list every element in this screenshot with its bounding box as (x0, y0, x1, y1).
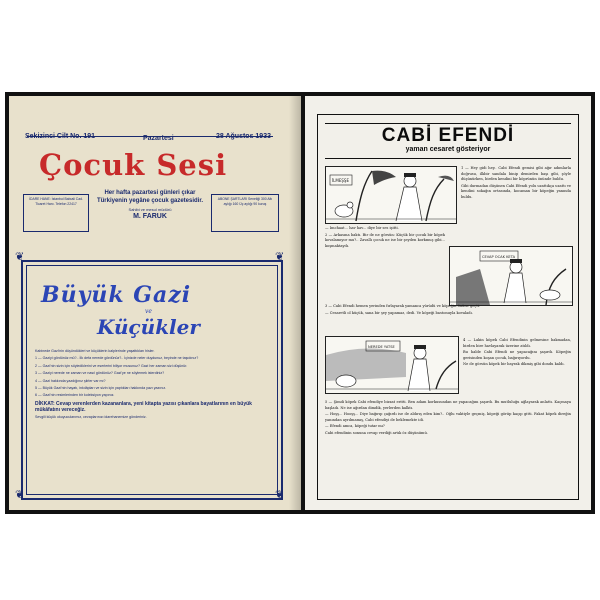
list-item: 4 — Gazi hakkında yazdığınız şiirler var mı? (35, 378, 106, 383)
comic-panel-3-drawing (326, 337, 458, 393)
list-item: 6 — Gazi'nin resimlerinden bir koleksiyon yapınız. (35, 393, 115, 398)
scroll-ornament-icon: ❦ (15, 488, 25, 501)
weekday: Pazartesi (143, 135, 174, 142)
story-paragraph: 1 — Hey gidi hey.. Cabi Efendi gemisi gibi ağır adımlarla doğrusu, ilkbir sandala binip demirden başı gibi, şöyle düşünürken, birden kendini bir köprünün önünde buldu. (461, 166, 571, 182)
story-paragraph: Cabi efendinin sonuna cevap verdiği artık öz düşünümü. (325, 430, 428, 435)
story-paragraph: 2 — Arkasına baktı. Bir de ne görsün: Küçük bir çocuk bir köpek kovalamıyor mu?.. Zavallı çocuk ne ise bir şeyden korkmuş gibi... koşmaktaydı. (325, 232, 445, 248)
story-paragraph: 3 — Cabi Efendi hemen yerinden fırlayarak yamanca yürüdü ve köpeğin önüne geçti. (325, 304, 481, 308)
story-paragraph: — Efendi amca, köpeği tutar mı? (325, 424, 385, 429)
list-item: 2 — Gazi'nin sizin için söylediklerini ve eserlerini biliyor musunuz? Gazi her zaman sizi düşünür. (35, 363, 188, 368)
page-fold-shadow (289, 96, 301, 510)
story-paragraph: Ne de görsün köpek bir bayrak dikmiş gibi dondu kaldı. (463, 362, 565, 367)
story-bottom (325, 400, 571, 438)
subscription-box: ABONE ŞARTLARI Seneliği 300 Altı aylığı 160 Üç aylığı 90 kuruş (211, 194, 279, 232)
comic-title: CABİ EFENDİ (381, 125, 515, 146)
story-column-2 (325, 226, 445, 250)
comic-panel-2-drawing (450, 247, 572, 305)
list-item: 3 — Gaziyi nerede ne zaman ve nasıl gördünüz? Gazi'ye ne söylemek isterdiniz? (35, 371, 165, 376)
owner-name: M. FARUK (133, 213, 167, 220)
panel-sign-text: İLMEŞŞE (332, 178, 349, 183)
volume-number: Sekizinci Cilt No. 191 (25, 133, 96, 140)
address-box: İDARE HANE: İstanbul Babıali Cad. Ticaret Hanı. Telefon 22417 (23, 194, 89, 232)
story-paragraph: 5 — Şimdi köpek Cabi efendiye bizzat eritti. Ben adam korkusundan ne yapacağını şaşırdı. Bu mutluluğu ağlayarak anlattı. Kaçmaya başladı. Ne ise ağırdan dimdik, yerlerden kalktı. (325, 400, 571, 410)
cover-page (9, 96, 301, 510)
scroll-ornament-icon: ❦ (15, 250, 25, 263)
story-paragraph: Bu halde Cabi Efendi ne yapacağını şaşırdı. Köpeğin gerisinden koşan çocuk, bağırıyordu. (463, 350, 571, 360)
tagline-text: Her hafta pazartesi günleri çıkar Türkiyenin yegâne çocuk gazetesidir. (96, 190, 204, 204)
scroll-ornament-icon: ❦ (275, 250, 285, 263)
feature-title-2: Küçükler (97, 315, 200, 339)
comic-panel-1 (325, 166, 457, 224)
title-rule (325, 123, 571, 124)
panel-sign-text: NEREDE YATSE (368, 345, 395, 349)
list-item: 5 — Büyük Gazi'nin hayatı, inkılâpları ve sizin için yaptıkları hakkında yazı yazınız. (35, 386, 167, 391)
comic-panel-1-drawing (326, 167, 456, 223)
story-paragraph: — Hoşş... Hooşş... Diye bağırıp çağırdı ise de aldırış eden kim?.. Oğlu vaktiyle geçmiş, köpeği görüp kaçıp gitti. Fakat köpek direğin yanından ayrılmamış, Cabi efendiyi de beklemekte idi. (325, 412, 571, 422)
list-item: 1 — Gaziyi gördünüz mü?.. İlk defa nerede gördünüz?.. İçinizde neler duydunuz, beyinde ne taşıdınız? (35, 356, 199, 361)
subtitle-rule (325, 158, 571, 159)
story-column-3 (325, 304, 571, 317)
story-paragraph: — Imchaat... hav hav... diye bir ses işitti. (325, 226, 399, 230)
story-paragraph: — Cesaretli ol küçük, sana bir şey yapamaz, dedi. Ve köpeği bastonuyla kovaladı. (325, 310, 473, 315)
comic-subtitle: yaman cesaret gösteriyor (405, 146, 491, 153)
feature-body (35, 349, 275, 422)
notice-lead: DİKKAT: Cevap verenlerden kazananlara, yeni kitapta yazısı çıkanlara bayatlarının en büyük mükâfatını vereceğiz. (35, 400, 252, 413)
story-column-4 (463, 338, 571, 369)
issue-date: 28 Ağustos 1933 (216, 133, 271, 140)
feature-title-ve: ve (145, 308, 152, 315)
comic-page (305, 96, 591, 510)
comic-panel-3 (325, 336, 459, 394)
panel-sign-text: CEVAP OCAK KETA (482, 255, 516, 259)
scroll-ornament-icon: ❦ (275, 488, 285, 501)
feature-intro: Kabinede Gazi'nin düşündükleri ve küçüklerin kalplerinde yaşattıkları hisler. (35, 349, 155, 353)
story-paragraph: 4 — Lakin köpek Cabi Efendinin gelmesine bakmadan, birden bire havlayarak üzerine atıldı. (463, 338, 571, 348)
magazine-spread (5, 92, 595, 514)
notice-end: Sevgili küçük okuyucularımız, cevaplarınızı idarehanemize gönderiniz. (35, 414, 147, 419)
tagline (91, 189, 209, 221)
comic-panel-2 (449, 246, 573, 306)
masthead-title: Çocuk Sesi (39, 148, 228, 182)
owner-label: Sahibi ve mesul müdürü (128, 207, 172, 212)
feature-title-1: Büyük Gazi (41, 282, 192, 308)
story-paragraph: Gibi durmadan düşünen Cabi Efendi yolu uzattıkça uzattı ve kendini sokağın ortasında, kocaman bir köpeğin yanında buldu. (461, 183, 571, 199)
story-column-1 (461, 166, 571, 202)
